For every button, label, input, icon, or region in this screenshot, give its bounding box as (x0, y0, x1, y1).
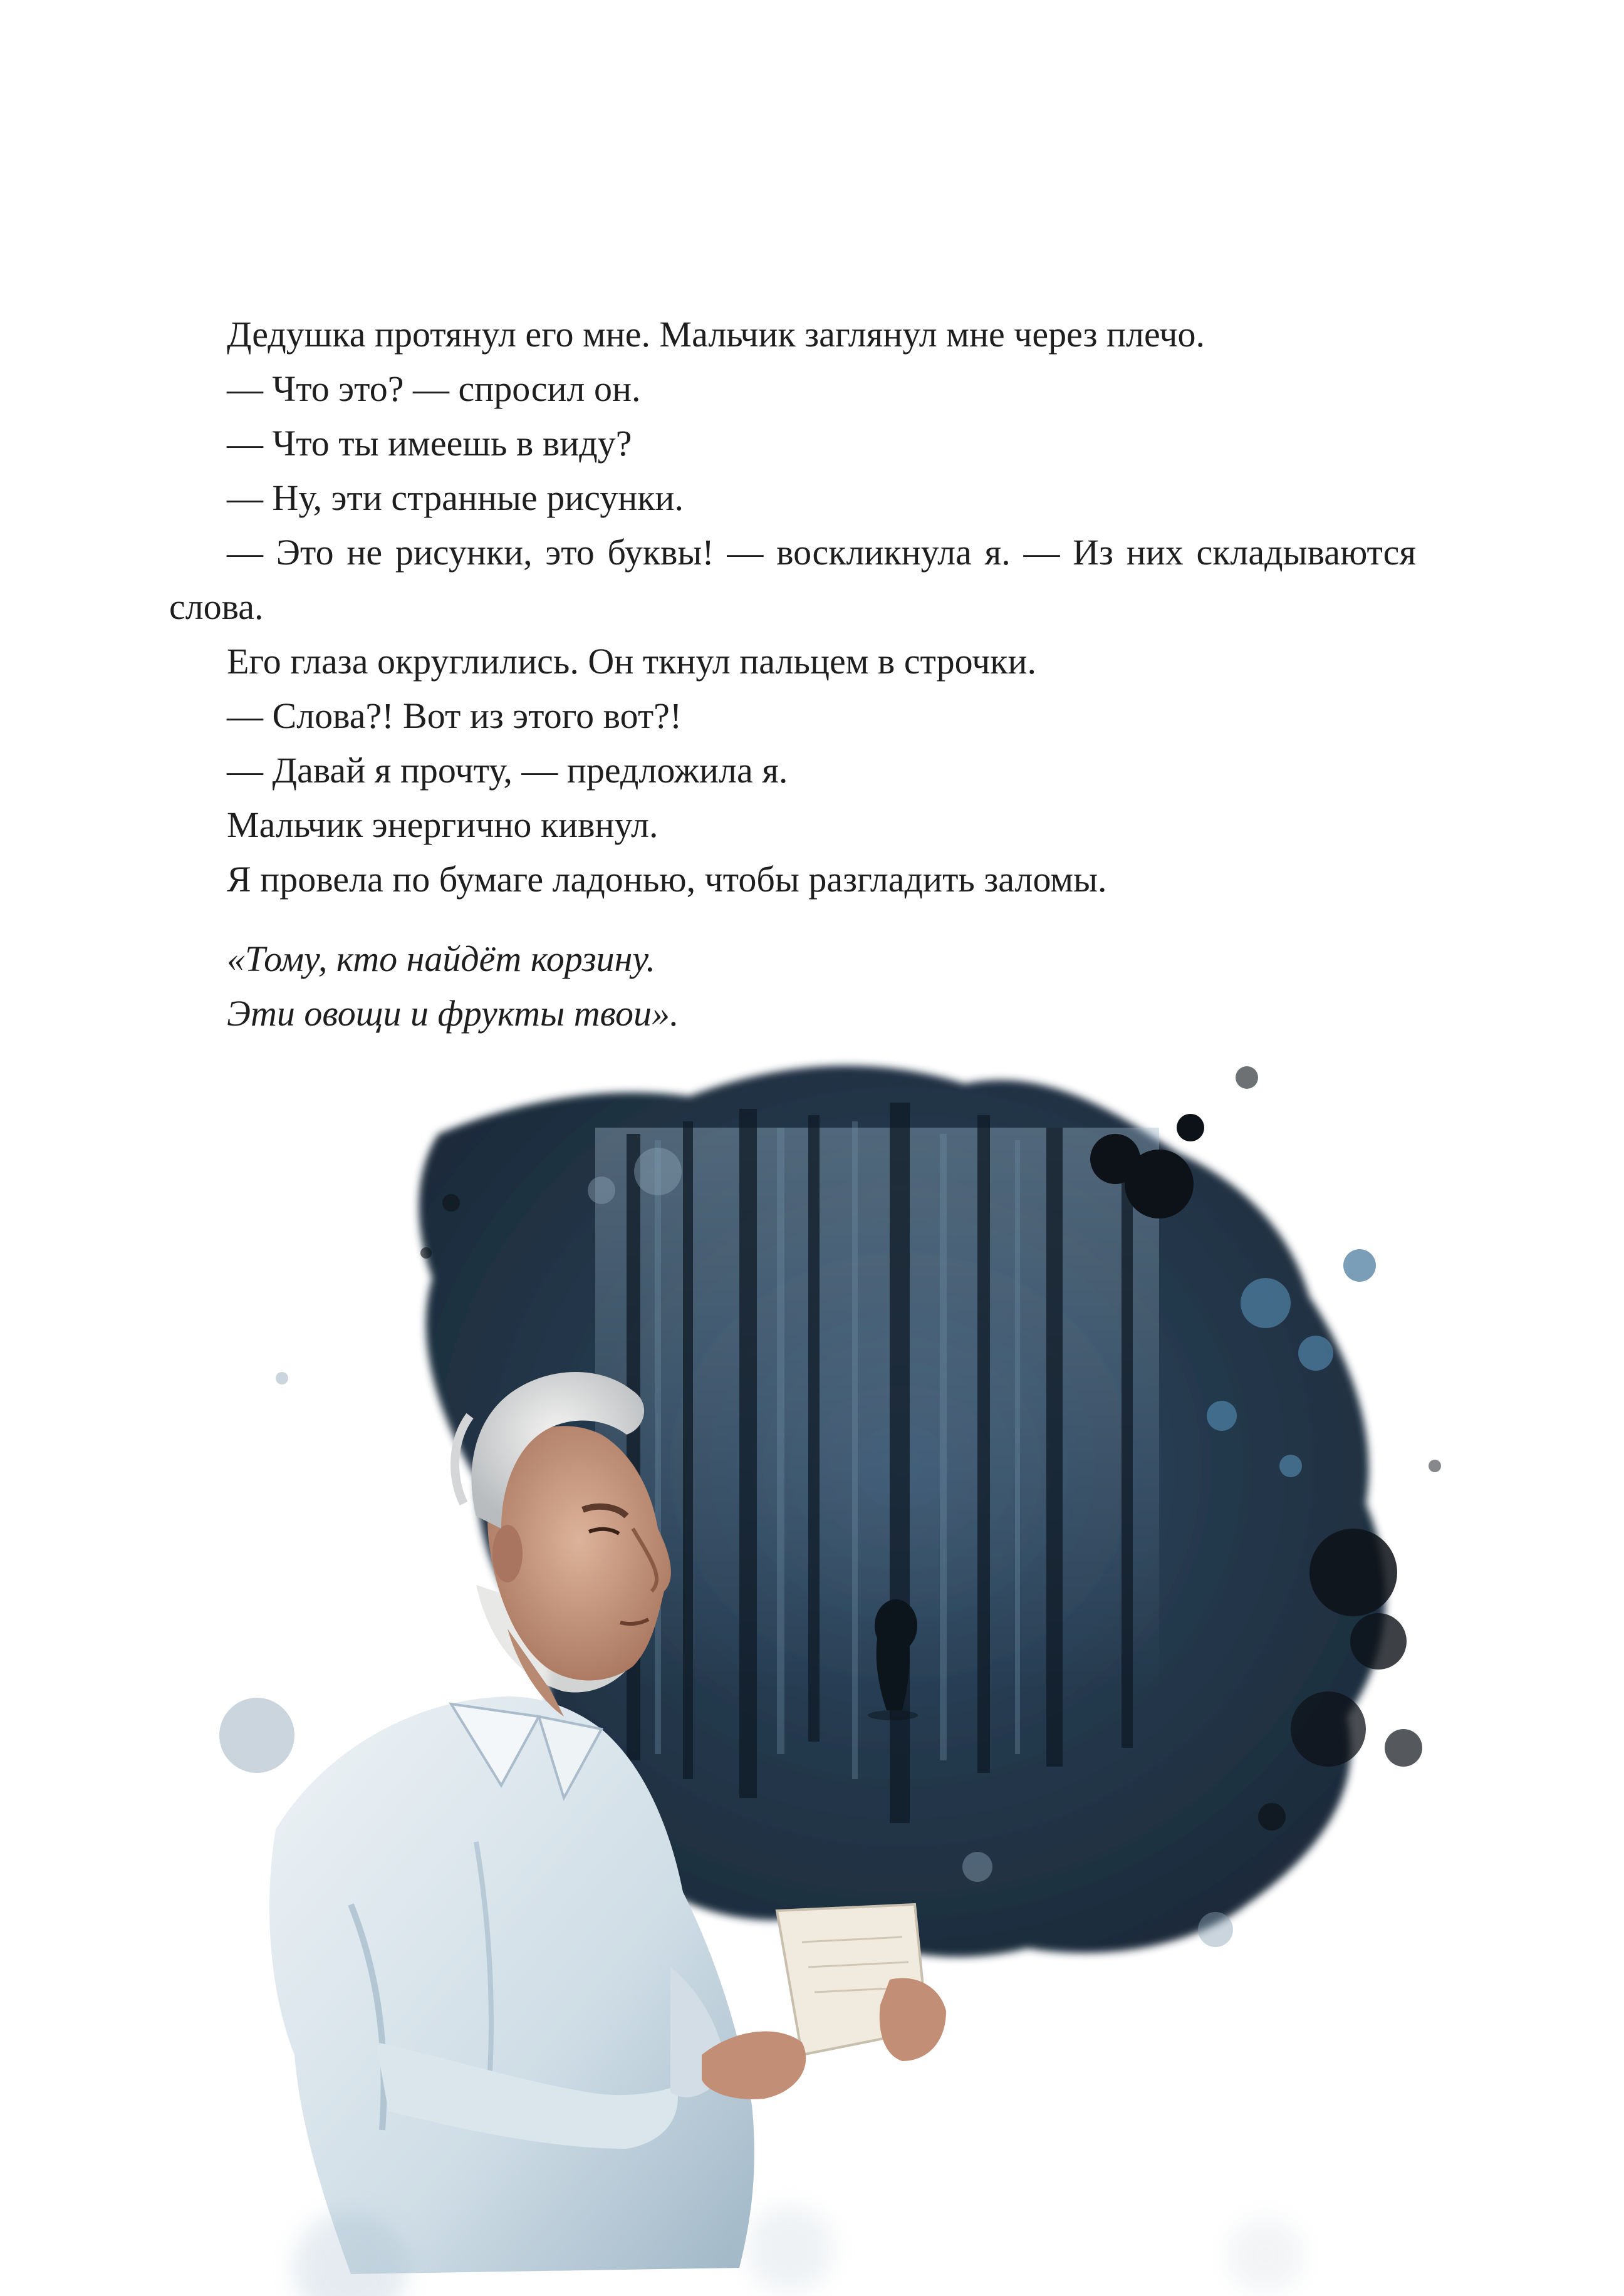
paragraph-6: Его глаза округлились. Он ткнул пальцем в строчки. (227, 641, 1037, 682)
note-line-2: Эти овощи и фрукты твои». (227, 993, 679, 1034)
paragraph-7: — Слова?! Вот из этого вот?! (227, 695, 682, 736)
watercolor-illustration (0, 1027, 1624, 2296)
paragraph-5: — Это не рисунки, это буквы! — воскликнула я. — Из них складываются слова. (169, 532, 1416, 627)
paragraph-4: — Ну, эти странные рисунки. (227, 477, 684, 518)
paragraph-9: Мальчик энергично кивнул. (227, 804, 658, 845)
paragraph-3: — Что ты имеешь в виду? (227, 423, 632, 464)
paragraph-8: — Давай я прочту, — предложила я. (227, 750, 788, 791)
story-text (169, 307, 1416, 1041)
note-line-1: «Тому, кто найдёт корзину. (227, 938, 655, 979)
grandfather-forest-illustration (0, 1027, 1624, 2296)
paragraph-10: Я провела по бумаге ладонью, чтобы разгладить заломы. (227, 859, 1107, 900)
letter-note (169, 932, 1416, 1041)
paragraph-2: — Что это? — спросил он. (227, 368, 641, 409)
paragraph-1: Дедушка протянул его мне. Мальчик заглянул мне через плечо. (227, 314, 1205, 355)
